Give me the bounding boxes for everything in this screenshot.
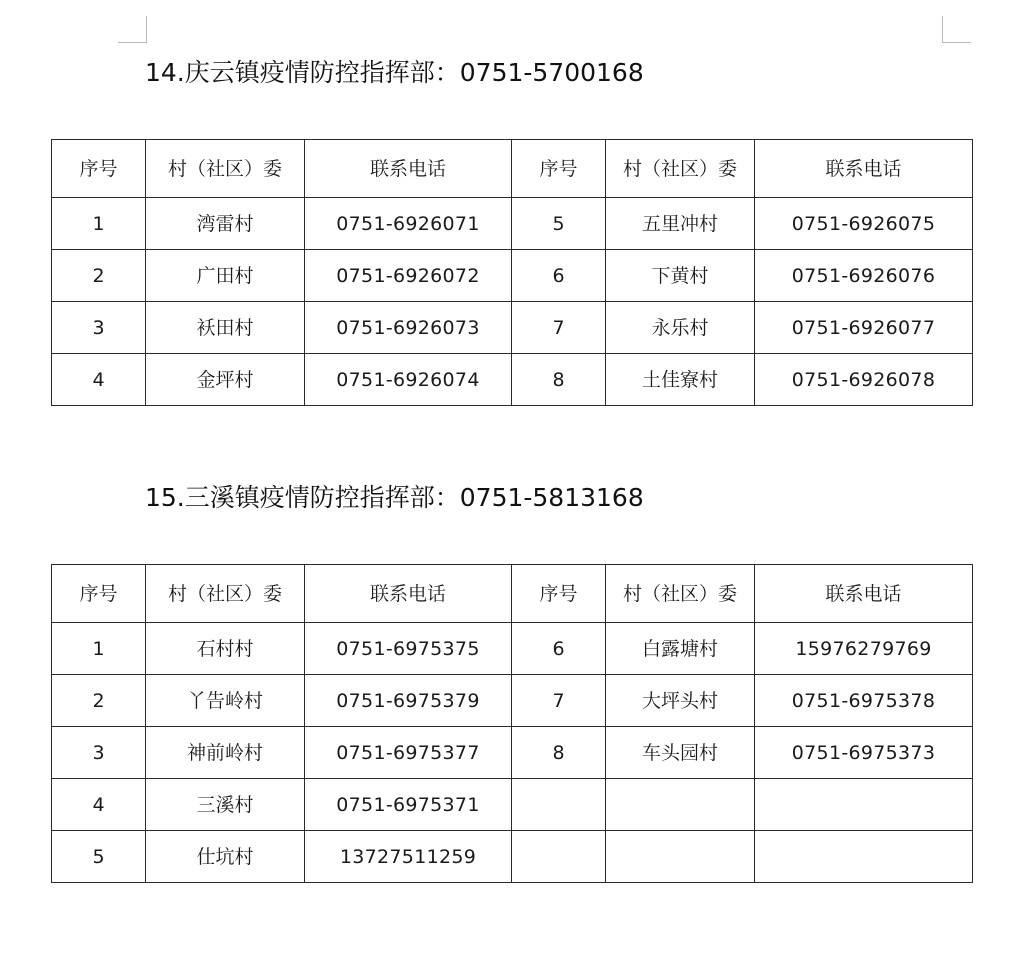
row-number (512, 779, 606, 831)
row-number: 7 (512, 302, 606, 354)
row-number: 1 (52, 198, 146, 250)
village-name: 白露塘村 (606, 623, 755, 675)
row-number: 1 (52, 623, 146, 675)
row-number: 7 (512, 675, 606, 727)
village-name: 丫告岭村 (146, 675, 305, 727)
table-header-row (52, 140, 973, 198)
village-name: 广田村 (146, 250, 305, 302)
village-name: 仕坑村 (146, 831, 305, 883)
contact-table-qingyun (51, 139, 973, 406)
village-name: 金坪村 (146, 354, 305, 406)
village-name: 大坪头村 (606, 675, 755, 727)
phone-number: 0751-6975375 (305, 623, 512, 675)
header-cell: 联系电话 (755, 140, 973, 198)
phone-number: 15976279769 (755, 623, 973, 675)
phone-number: 0751-6926072 (305, 250, 512, 302)
crop-mark-top-right (942, 16, 971, 43)
phone-number: 0751-6926077 (755, 302, 973, 354)
village-name: 三溪村 (146, 779, 305, 831)
row-number: 3 (52, 727, 146, 779)
village-name (606, 831, 755, 883)
phone-number: 0751-6975371 (305, 779, 512, 831)
phone-number (755, 779, 973, 831)
phone-number: 0751-6975379 (305, 675, 512, 727)
header-cell: 序号 (512, 565, 606, 623)
phone-number: 0751-6926073 (305, 302, 512, 354)
header-cell: 序号 (52, 140, 146, 198)
table-row (52, 302, 973, 354)
phone-number: 0751-6926075 (755, 198, 973, 250)
row-number: 6 (512, 623, 606, 675)
header-cell: 村（社区）委 (606, 565, 755, 623)
row-number: 4 (52, 779, 146, 831)
phone-number (755, 831, 973, 883)
village-name: 永乐村 (606, 302, 755, 354)
village-name: 土佳寮村 (606, 354, 755, 406)
row-number: 8 (512, 354, 606, 406)
contact-table-sanxi (51, 564, 973, 883)
table-row (52, 250, 973, 302)
row-number: 5 (512, 198, 606, 250)
header-cell: 序号 (512, 140, 606, 198)
header-cell: 联系电话 (755, 565, 973, 623)
table-row (52, 727, 973, 779)
village-name: 五里冲村 (606, 198, 755, 250)
village-name (606, 779, 755, 831)
phone-number: 0751-6926076 (755, 250, 973, 302)
row-number: 3 (52, 302, 146, 354)
phone-number: 0751-6926078 (755, 354, 973, 406)
header-cell: 序号 (52, 565, 146, 623)
phone-number: 13727511259 (305, 831, 512, 883)
header-cell: 村（社区）委 (606, 140, 755, 198)
row-number (512, 831, 606, 883)
row-number: 2 (52, 675, 146, 727)
phone-number: 0751-6975377 (305, 727, 512, 779)
phone-number: 0751-6975373 (755, 727, 973, 779)
table-row (52, 623, 973, 675)
table-row (52, 779, 973, 831)
table-header-row (52, 565, 973, 623)
village-name: 车头园村 (606, 727, 755, 779)
phone-number: 0751-6926074 (305, 354, 512, 406)
table-row (52, 831, 973, 883)
row-number: 5 (52, 831, 146, 883)
header-cell: 村（社区）委 (146, 140, 305, 198)
row-number: 8 (512, 727, 606, 779)
village-name: 湾雷村 (146, 198, 305, 250)
section-heading-qingyun: 14.庆云镇疫情防控指挥部：0751-5700168 (145, 58, 644, 87)
crop-mark-top-left (118, 16, 147, 43)
table-row (52, 354, 973, 406)
header-cell: 联系电话 (305, 565, 512, 623)
row-number: 4 (52, 354, 146, 406)
village-name: 神前岭村 (146, 727, 305, 779)
table-row (52, 675, 973, 727)
table-row (52, 198, 973, 250)
phone-number: 0751-6975378 (755, 675, 973, 727)
row-number: 6 (512, 250, 606, 302)
village-name: 下黄村 (606, 250, 755, 302)
header-cell: 联系电话 (305, 140, 512, 198)
phone-number: 0751-6926071 (305, 198, 512, 250)
section-heading-sanxi: 15.三溪镇疫情防控指挥部：0751-5813168 (145, 483, 644, 512)
row-number: 2 (52, 250, 146, 302)
village-name: 石村村 (146, 623, 305, 675)
header-cell: 村（社区）委 (146, 565, 305, 623)
village-name: 袄田村 (146, 302, 305, 354)
